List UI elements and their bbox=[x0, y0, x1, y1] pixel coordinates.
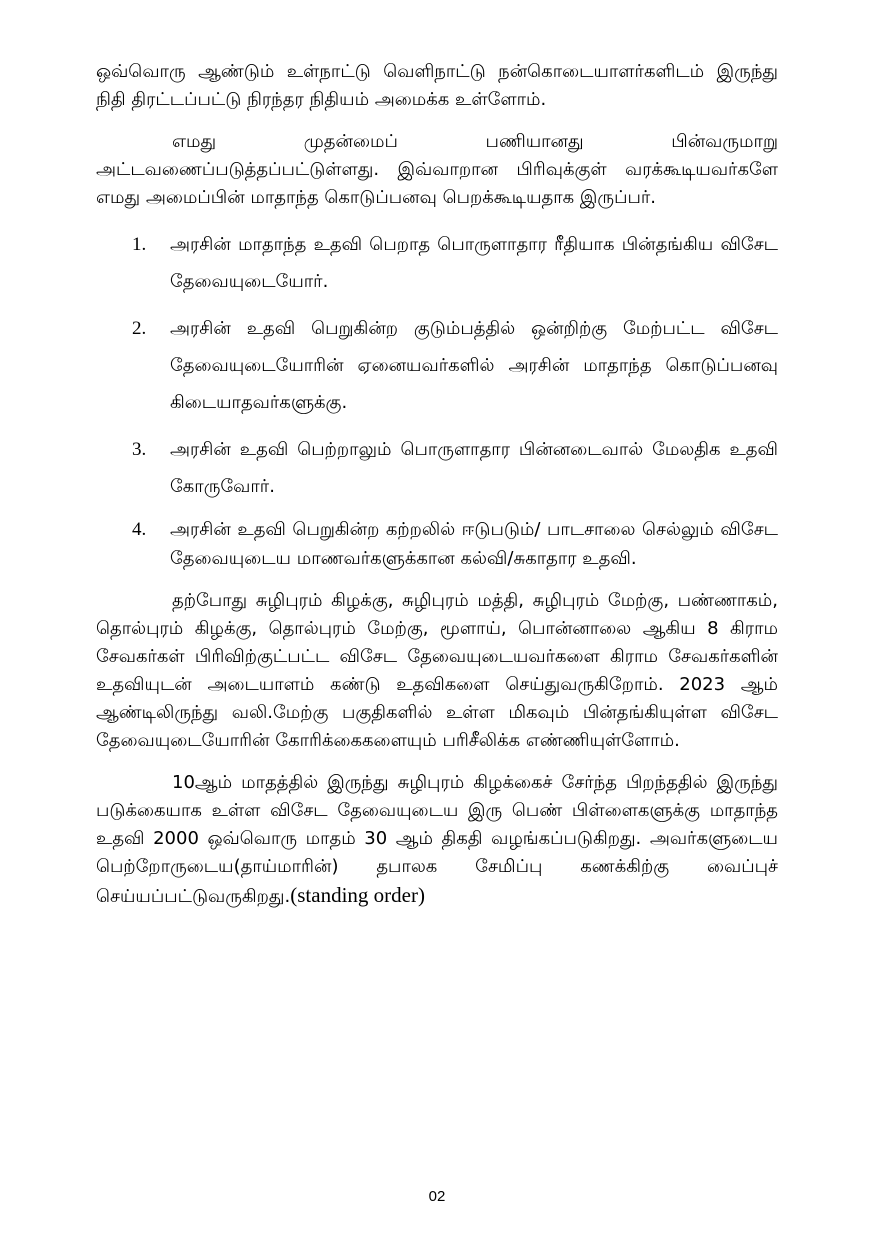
list-item bbox=[96, 515, 778, 573]
paragraph-current-areas: தற்போது சுழிபுரம் கிழக்கு, சுழிபுரம் மத்தி, சுழிபுரம் மேற்கு, பண்ணாகம், தொல்புரம் கிழக்கு, தொல்புரம் மேற்கு, மூளாய், பொன்னாலை ஆகிய 8 கிராம சேவகர்கள் பிரிவிற்குட்பட்ட விசேட தேவையுடையவர்களை கிராம சேவகர்களின் உதவியுடன் அடையாளம் கண்டு உதவிகளை செய்துவருகிறோம். 2023 ஆம் ஆண்டிலிருந்து வலி.மேற்கு பகுதிகளில் உள்ள மிகவும் பின்தங்கியுள்ள விசேட தேவையுடையோரின் கோரிக்கைகளையும் பரிசீலிக்க எண்ணியுள்ளோம். bbox=[96, 590, 778, 751]
page-number: 02 bbox=[428, 1188, 446, 1205]
list-item-number: 4. bbox=[132, 519, 147, 540]
list-item-number: 2. bbox=[132, 318, 147, 339]
list-item-number: 1. bbox=[132, 234, 147, 255]
list-item bbox=[96, 431, 778, 505]
document-body bbox=[96, 58, 778, 925]
eligibility-list bbox=[96, 226, 778, 573]
list-item-text: அரசின் உதவி பெற்றாலும் பொருளாதார பின்னடைவால் மேலதிக உதவி கோருவோர். bbox=[170, 439, 778, 497]
paragraph-primary-task: எமது முதன்மைப் பணியானது பின்வருமாறு அட்டவணைப்படுத்தப்பட்டுள்ளது. இவ்வாறான பிரிவுக்குள் வரக்கூடியவர்களே எமது அமைப்பின் மாதாந்த கொடுப்பனவு பெறக்கூடியதாக இருப்பர். bbox=[96, 131, 778, 208]
list-item-text: அரசின் உதவி பெறுகின்ற கற்றலில் ஈடுபடும்/ பாடசாலை செல்லும் விசேட தேவையுடைய மாணவர்களுக்கான கல்வி/சுகாதார உதவி. bbox=[170, 519, 778, 569]
paragraph-monthly-aid bbox=[96, 769, 778, 911]
list-item bbox=[96, 310, 778, 421]
paragraph-fundraising: ஒவ்வொரு ஆண்டும் உள்நாட்டு வெளிநாட்டு நன்கொடையாளர்களிடம் இருந்து நிதி திரட்டப்பட்டு நிரந்தர நிதியம் அமைக்க உள்ளோம். bbox=[96, 61, 778, 110]
monthly-aid-text: 10ஆம் மாதத்தில் இருந்து சுழிபுரம் கிழக்கைச் சேர்ந்த பிறந்ததில் இருந்து படுக்கையாக உள்ள விசேட தேவையுடைய இரு பெண் பிள்ளைகளுக்கு மாதாந்த உதவி 2000 ஒவ்வொரு மாதம் 30 ஆம் திகதி வழங்கப்படுகிறது. அவர்களுடைய பெற்றோருடைய(தாய்மாரின்) தபாலக சேமிப்பு கணக்கிற்கு வைப்புச் செய்யப்பட்டுவருகிறது. bbox=[96, 772, 778, 907]
list-item-number: 3. bbox=[132, 439, 147, 460]
list-item-text: அரசின் மாதாந்த உதவி பெறாத பொருளாதார ரீதியாக பின்தங்கிய விசேட தேவையுடையோர். bbox=[170, 234, 778, 292]
list-item bbox=[96, 226, 778, 300]
standing-order-text: (standing order) bbox=[290, 883, 425, 907]
list-item-text: அரசின் உதவி பெறுகின்ற குடும்பத்தில் ஒன்றிற்கு மேற்பட்ட விசேட தேவையுடையோரின் ஏனையவர்களில் அரசின் மாதாந்த கொடுப்பனவு கிடையாதவர்களுக்கு. bbox=[170, 318, 778, 413]
